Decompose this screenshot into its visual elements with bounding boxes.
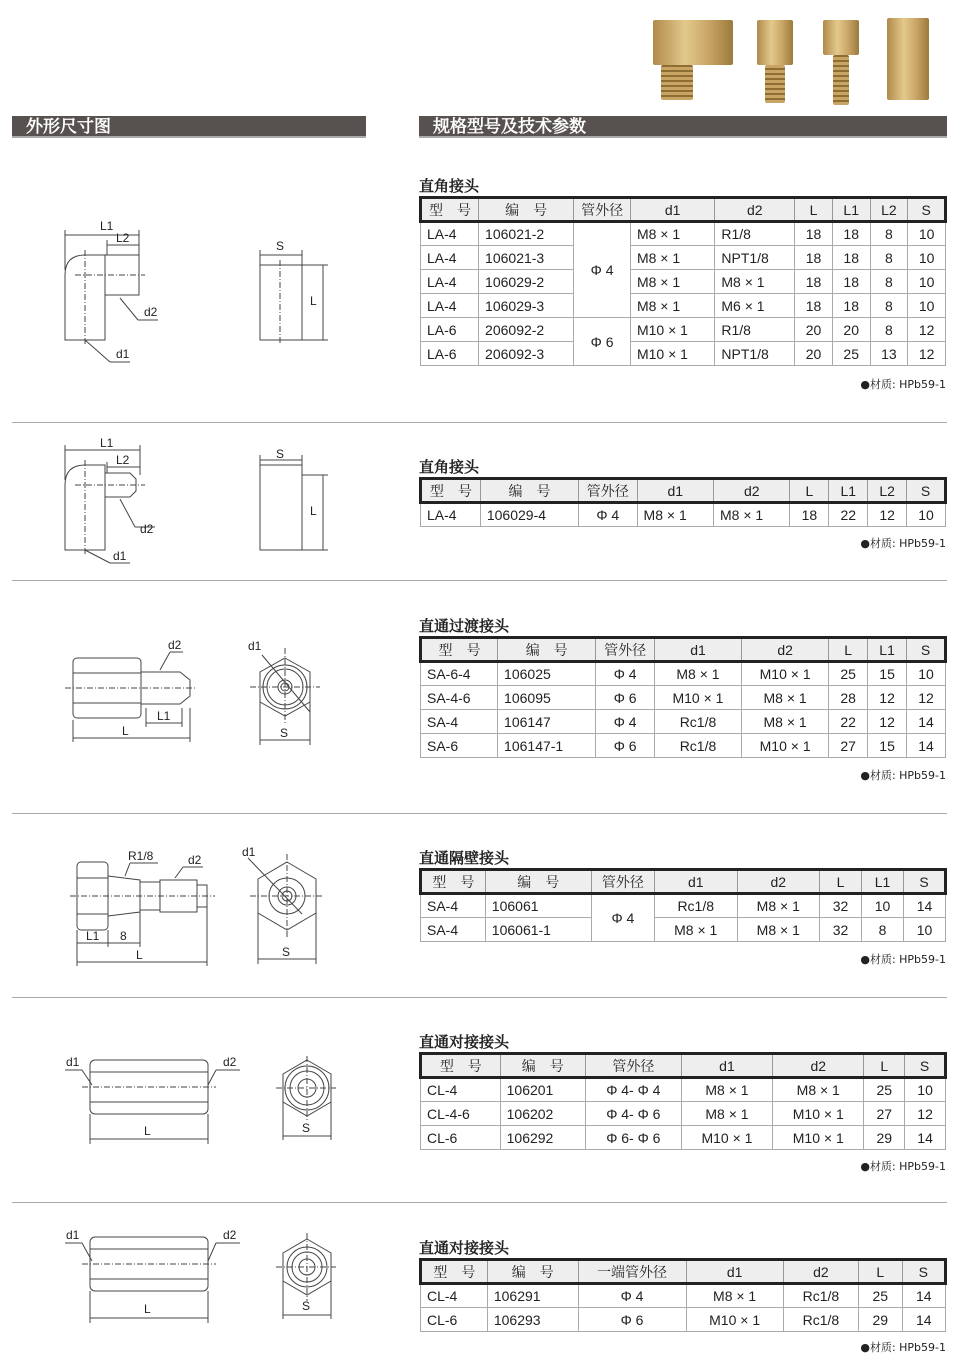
- svg-text:S: S: [276, 447, 285, 461]
- product-photos: [645, 10, 955, 105]
- svg-text:L2: L2: [116, 453, 130, 467]
- elbow-thread-photo: [661, 65, 693, 100]
- svg-text:L1: L1: [100, 219, 114, 233]
- svg-text:d2: d2: [144, 305, 158, 319]
- table-row: CL-4-6 106202 Φ 4- Φ 6 M8 × 1 M10 × 1 27 12: [421, 1102, 946, 1126]
- svg-text:d2: d2: [188, 853, 202, 867]
- bulkhead-adapter-drawing: [40, 840, 360, 970]
- svg-text:d2: d2: [223, 1228, 237, 1242]
- spec-table-straight-adapter: 型 号 编 号 管外径 d1 d2 L L1 S SA-6-4 106025 Φ 4 M8 × 1 M10 × 1 25 15 10 SA-4-6 106095 Φ 6 M10 × 1 M8 × 1 28 12 12 SA-4 106147 Φ 4 Rc1/8 M8 × 1 22 12 14 SA-6 106147-1 Φ 6 Rc1/8 M10 × 1 27 15 14: [419, 636, 947, 758]
- divider: [12, 813, 947, 814]
- svg-text:d1: d1: [66, 1228, 80, 1242]
- material-note: ●材质: HPb59-1: [860, 1341, 946, 1354]
- table-row: LA-4 106021-2 Φ 4 M8 × 1 R1/8 18 18 8 10: [421, 222, 946, 246]
- svg-text:L: L: [310, 504, 317, 518]
- divider: [12, 580, 947, 581]
- table-row: LA-4 106029-4 Φ 4 M8 × 1 M8 × 1 18 22 12 10: [421, 503, 946, 527]
- table-row: CL-6 106292 Φ 6- Φ 6 M10 × 1 M10 × 1 29 14: [421, 1126, 946, 1150]
- material-note: ●材质: HPb59-1: [860, 1160, 946, 1173]
- svg-text:S: S: [302, 1121, 311, 1135]
- elbow-drawing: [40, 210, 360, 370]
- svg-text:R1/8: R1/8: [128, 849, 154, 863]
- svg-text:L: L: [136, 948, 143, 962]
- svg-text:S: S: [282, 945, 291, 959]
- col-header: L: [795, 198, 833, 222]
- svg-text:L: L: [144, 1302, 151, 1316]
- drawings-header: 外形尺寸图: [12, 116, 366, 138]
- svg-text:d1: d1: [113, 549, 127, 563]
- bulkhead-adapter-thread-photo: [833, 55, 849, 105]
- svg-text:S: S: [280, 726, 289, 740]
- material-note: ●材质: HPb59-1: [860, 378, 946, 391]
- divider: [12, 422, 947, 423]
- straight-adapter-drawing: [40, 630, 360, 750]
- svg-text:8: 8: [120, 929, 127, 943]
- col-header: L1: [832, 198, 870, 222]
- table-row: SA-4 106147 Φ 4 Rc1/8 M8 × 1 22 12 14: [421, 710, 946, 734]
- col-header: 编 号: [479, 198, 574, 222]
- straight-adapter-photo: [757, 20, 793, 65]
- table-row: SA-4 106061 Φ 4 Rc1/8 M8 × 1 32 10 14: [421, 894, 946, 918]
- table-row: LA-4 106029-2 M8 × 1 M8 × 1 18 18 8 10: [421, 270, 946, 294]
- col-header: d2: [715, 198, 795, 222]
- svg-text:L: L: [310, 294, 317, 308]
- section-title: 直通隔壁接头: [419, 849, 510, 867]
- svg-text:d2: d2: [223, 1055, 237, 1069]
- spec-table-bulkhead-adapter: 型 号 编 号 管外径 d1 d2 L L1 S SA-4 106061 Φ 4 Rc1/8 M8 × 1 32 10 14 SA-4 106061-1 M8 × 1 M8 × 1 32 8 10: [419, 868, 947, 942]
- section-title: 直通对接接头: [419, 1033, 510, 1051]
- col-header: 型 号: [421, 198, 479, 222]
- table-row: SA-4 106061-1 M8 × 1 M8 × 1 32 8 10: [421, 918, 946, 942]
- specs-header: 规格型号及技术参数: [419, 116, 947, 138]
- table-row: CL-6 106293 Φ 6 M10 × 1 Rc1/8 29 14: [421, 1308, 946, 1332]
- coupling-photo: [887, 18, 929, 100]
- svg-text:d1: d1: [248, 639, 262, 653]
- table-row: LA-4 106021-3 M8 × 1 NPT1/8 18 18 8 10: [421, 246, 946, 270]
- bulkhead-adapter-photo: [823, 20, 859, 55]
- section-title: 直通对接接头: [419, 1239, 510, 1257]
- table-row: CL-4 106291 Φ 4 M8 × 1 Rc1/8 25 14: [421, 1284, 946, 1308]
- spec-table-elbow: [419, 196, 947, 366]
- coupling-drawing: [40, 1040, 360, 1150]
- col-header: S: [908, 198, 946, 222]
- section-title: 直角接头: [419, 458, 480, 476]
- svg-text:d1: d1: [116, 347, 130, 361]
- svg-text:L1: L1: [86, 929, 100, 943]
- table-row: LA-6 206092-3 M10 × 1 NPT1/8 20 25 13 12: [421, 342, 946, 366]
- spec-table-coupling: 型 号 编 号 管外径 d1 d2 L S CL-4 106201 Φ 4- Φ 4 M8 × 1 M8 × 1 25 10 CL-4-6 106202 Φ 4- Φ 6 M8 × 1 M10 × 1 27 12 CL-6 106292 Φ 6- Φ 6 M10 × 1 M10 × 1 29 14: [419, 1052, 947, 1150]
- svg-text:d2: d2: [140, 522, 154, 536]
- elbow-drawing-2: [40, 435, 360, 570]
- table-row: SA-6 106147-1 Φ 6 Rc1/8 M10 × 1 27 15 14: [421, 734, 946, 758]
- straight-adapter-thread-photo: [765, 65, 785, 103]
- material-note: ●材质: HPb59-1: [860, 537, 946, 550]
- svg-text:L2: L2: [116, 231, 130, 245]
- svg-text:L1: L1: [100, 436, 114, 450]
- col-header: 管外径: [574, 198, 631, 222]
- elbow-fitting-photo: [653, 20, 733, 65]
- section-title: 直角接头: [419, 177, 480, 195]
- divider: [12, 997, 947, 998]
- svg-text:d2: d2: [168, 638, 182, 652]
- svg-text:d1: d1: [242, 845, 256, 859]
- table-row: LA-6 206092-2 Φ 6 M10 × 1 R1/8 20 20 8 12: [421, 318, 946, 342]
- svg-text:L1: L1: [157, 709, 171, 723]
- spec-table-elbow-2: 型 号 编 号 管外径 d1 d2 L L1 L2 S LA-4 106029-4 Φ 4 M8 × 1 M8 × 1 18 22 12 10: [419, 477, 947, 527]
- table-row: SA-4-6 106095 Φ 6 M10 × 1 M8 × 1 28 12 12: [421, 686, 946, 710]
- coupling-drawing-2: [40, 1225, 360, 1335]
- material-note: ●材质: HPb59-1: [860, 769, 946, 782]
- svg-text:L: L: [122, 724, 129, 738]
- col-header: L2: [870, 198, 908, 222]
- table-row: CL-4 106201 Φ 4- Φ 4 M8 × 1 M8 × 1 25 10: [421, 1078, 946, 1102]
- table-row: SA-6-4 106025 Φ 4 M8 × 1 M10 × 1 25 15 10: [421, 662, 946, 686]
- material-note: ●材质: HPb59-1: [860, 953, 946, 966]
- svg-text:L: L: [144, 1124, 151, 1138]
- spec-table-coupling-2: 型 号 编 号 一端管外径 d1 d2 L S CL-4 106291 Φ 4 M8 × 1 Rc1/8 25 14 CL-6 106293 Φ 6 M10 × 1 Rc1/8 29 14: [419, 1258, 947, 1332]
- svg-text:S: S: [302, 1299, 311, 1313]
- table-row: LA-4 106029-3 M8 × 1 M6 × 1 18 18 8 10: [421, 294, 946, 318]
- svg-text:d1: d1: [66, 1055, 80, 1069]
- svg-text:S: S: [276, 239, 285, 253]
- col-header: d1: [630, 198, 714, 222]
- divider: [12, 1202, 947, 1203]
- section-title: 直通过渡接头: [419, 617, 510, 635]
